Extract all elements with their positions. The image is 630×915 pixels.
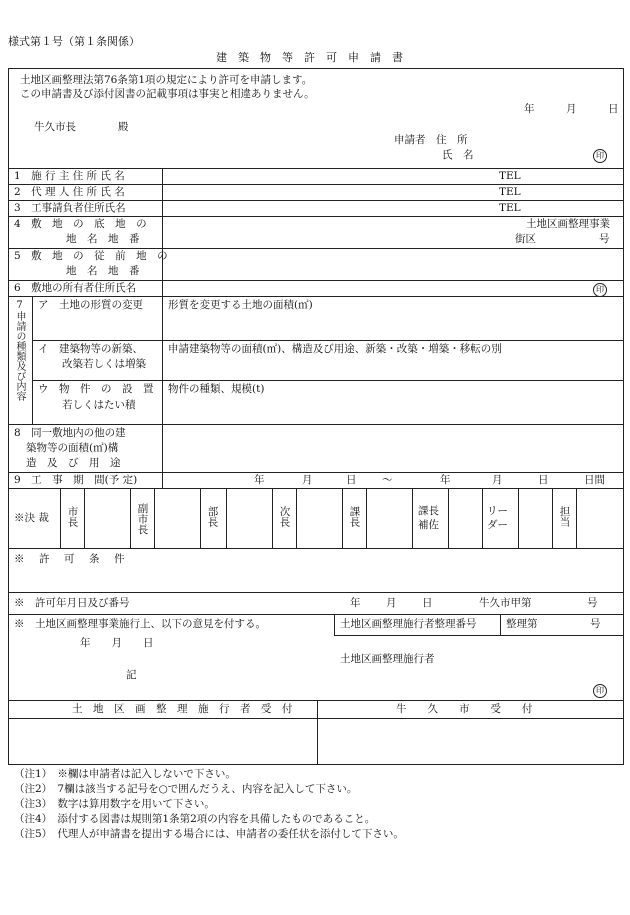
permit-city-number: 牛久市甲第 <box>479 597 532 609</box>
row9-days: 日間 <box>584 474 605 486</box>
row7-i-label-line1: イ 建築物等の新築、 <box>38 343 143 355</box>
permit-day: 日 <box>422 597 433 609</box>
row7-i-label-line2: 改築若しくは増築 <box>62 358 146 370</box>
row7-a-value: 形質を変更する土地の面積(㎡) <box>168 299 313 311</box>
applicant-seal-icon: 印 <box>593 149 607 163</box>
row9-end-month: 月 <box>492 474 503 486</box>
row7-u-label-line1: ウ 物 件 の 設 置 <box>38 383 154 395</box>
executor-number-value: 整理第 号 <box>506 618 601 630</box>
intro-line1: 土地区画整理法第76条第1項の規定により許可を申請します。 <box>20 74 313 86</box>
application-date: 年 月 日 <box>524 103 619 115</box>
form-title: 建 築 物 等 許 可 申 請 書 <box>216 51 403 64</box>
note-2: （注2） 7欄は該当する記号を○で囲んだうえ、内容を記入して下さい。 <box>14 783 358 795</box>
row3-tel: TEL <box>499 202 521 214</box>
row9-end-day: 日 <box>538 474 549 486</box>
reception-city-label: 牛 久 市 受 付 <box>396 703 533 715</box>
approval-deputy-mayor: 副市長 <box>136 503 149 535</box>
opinion-label: ※ 土地区画整理事業施行上、以下の意見を付する。 <box>14 618 266 630</box>
row7-side-label: 7申請の種類及び内容 <box>14 300 25 401</box>
opinion-date: 年 月 日 <box>80 637 154 649</box>
row4-project-label: 土地区画整理事業 <box>526 218 610 230</box>
approval-assistant-chief: 課長補佐 <box>418 505 439 532</box>
approval-label: ※決 裁 <box>14 512 49 524</box>
approval-mayor: 市長 <box>66 506 79 527</box>
row9-start-year: 年 <box>254 474 265 486</box>
row8-label-line1: 8 同一敷地内の他の建 <box>14 427 126 439</box>
row5-label-line2: 地 名 地 番 <box>66 265 140 277</box>
approval-deputy-director: 次長 <box>278 506 291 527</box>
note-1: （注1） ※欄は申請者は記入しないで下さい。 <box>14 768 236 780</box>
row8-label-line3: 造 及 び 用 途 <box>26 457 121 469</box>
permit-go: 号 <box>587 597 598 609</box>
approval-staff: 担当 <box>558 506 571 527</box>
row9-label: 9 工 事 期 間(予 定) <box>14 474 138 486</box>
owner-seal-icon: 印 <box>593 283 607 297</box>
note-5: （注5） 代理人が申請書を提出する場合には、申請者の委任状を添付して下さい。 <box>14 828 404 840</box>
approval-section-chief: 課長 <box>348 506 361 527</box>
row9-start-day: 日 <box>346 474 357 486</box>
permit-conditions-label: ※ 許 可 条 件 <box>14 553 127 565</box>
permit-date-label: ※ 許可年月日及び番号 <box>14 597 130 609</box>
row7-u-label-line2: 若しくはたい積 <box>62 399 136 411</box>
permit-year: 年 <box>350 597 361 609</box>
applicant-address-label: 申請者 住 所 <box>394 134 468 146</box>
approval-leader: リーダー <box>487 505 508 532</box>
row1-tel: TEL <box>499 170 521 182</box>
row8-label-line2: 築物等の面積(㎡)構 <box>26 442 119 454</box>
executor-label: 土地区画整理施行者 <box>340 653 435 665</box>
addressee: 牛久市長 殿 <box>34 121 129 133</box>
reception-executor-label: 土 地 区 画 整 理 施 行 者 受 付 <box>72 703 293 715</box>
note-4: （注4） 添付する図書は規則第1条第2項の内容を具備したものであること。 <box>14 813 376 825</box>
row6-label: 6 敷地の所有者住所氏名 <box>14 282 137 294</box>
approval-director: 部長 <box>206 506 219 527</box>
note-3: （注3） 数字は算用数字を用いて下さい。 <box>14 798 215 810</box>
row3-label: 3 工事請負者住所氏名 <box>14 202 126 214</box>
row5-label-line1: 5 敷 地 の 従 前 地 の <box>14 250 168 262</box>
applicant-name-label: 氏 名 <box>442 149 474 161</box>
form-number: 様式第１号（第１条関係） <box>8 35 140 48</box>
row2-label: 2 代 理 人 住 所 氏 名 <box>14 186 125 198</box>
permit-month: 月 <box>386 597 397 609</box>
row2-tel: TEL <box>499 186 521 198</box>
row4-label-line1: 4 敷 地 の 底 地 の <box>14 218 147 230</box>
opinion-ki: 記 <box>126 669 137 681</box>
row4-label-line2: 地 名 地 番 <box>66 233 140 245</box>
row7-a-label: ア 土地の形質の変更 <box>38 299 143 311</box>
row9-end-year: 年 <box>440 474 451 486</box>
row1-label: 1 施 行 主 住 所 氏 名 <box>14 170 125 182</box>
row9-start-month: 月 <box>302 474 313 486</box>
intro-line2: この申請書及び添付図書の記載事項は事実と相違ありません。 <box>20 88 315 100</box>
executor-seal-icon: 印 <box>593 684 607 698</box>
row7-u-value: 物件の種類、規模(t) <box>168 383 265 395</box>
row9-tilde: 〜 <box>382 474 393 486</box>
row4-block-label: 街区 号 <box>515 233 610 245</box>
executor-number-label: 土地区画整理施行者整理番号 <box>340 618 477 630</box>
row7-i-value: 申請建築物等の面積(㎡)、構造及び用途、新築・改築・増築・移転の別 <box>168 343 502 355</box>
